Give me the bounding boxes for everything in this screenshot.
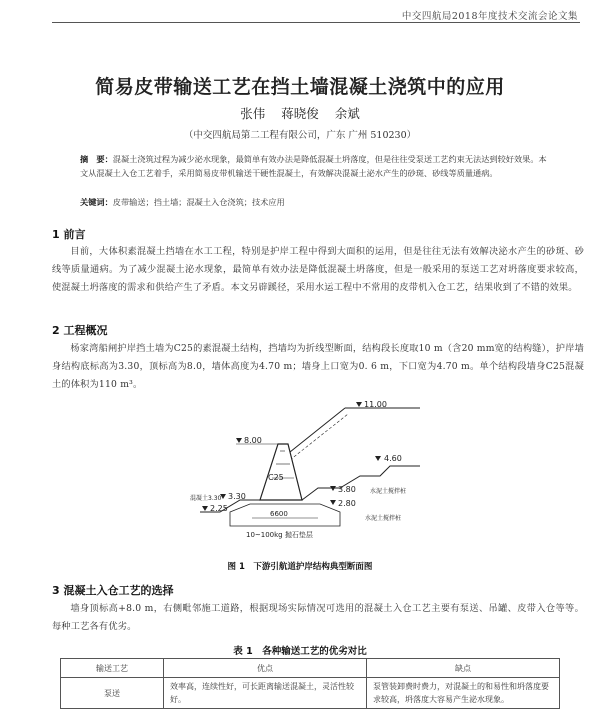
section-2-text: 杨家湾船闸护岸挡土墙为C25的素混凝土结构，挡墙均为折线型断面，结构段长度取10 m（含20 mm宽的结构缝），护岸墙身结构底标高为3.30，顶标高为8.0，墙体高度为4.70 m；墙身上口宽为0. 6 m，下口宽为4.70 m。单个结构段墙身C25混凝土的体积为110 m³。 xyxy=(52,343,584,390)
author-2: 蒋晓俊 xyxy=(281,106,319,121)
el-460-marker xyxy=(375,456,381,461)
section-3-heading: 3 混凝土入仓工艺的选择 xyxy=(52,584,174,597)
section-2-heading: 2 工程概况 xyxy=(52,324,108,337)
comparison-table xyxy=(60,658,560,709)
width-label: 6600 xyxy=(270,510,288,518)
cell-method: 泵送 xyxy=(61,678,164,709)
el-1100-marker xyxy=(356,402,362,407)
right-note-2: 水泥土搅拌桩 xyxy=(365,515,402,522)
el-380-label: 3.80 xyxy=(338,485,356,494)
upper-slope-protection xyxy=(290,414,348,460)
header-rule xyxy=(52,22,580,23)
keywords-label: 关键词： xyxy=(80,197,113,207)
upper-slope xyxy=(285,408,345,456)
el-225-marker xyxy=(202,506,208,511)
cell-pros: 效率高，连续性好，可长距离输送混凝土，灵活性较好。 xyxy=(164,678,367,709)
header-method: 输送工艺 xyxy=(61,659,164,678)
c25-label: C25 xyxy=(268,473,284,482)
authors xyxy=(0,104,600,122)
section-1-text: 目前，大体积素混凝土挡墙在水工工程，特别是护岸工程中得到大面积的运用，但是往往无法有效解决泌水产生的砂斑、砂线等质量通病。为了减少混凝土泌水现象，最简单有效办法是降低混凝土坍落度，但是一般采用的泵送工艺对坍落度要求较高，使混凝土坍落度的需求和供给产生了矛盾。本文另辟蹊径，采用水运工程中不常用的皮带机入仓工艺，结果收到了不错的效果。 xyxy=(52,246,584,293)
table-caption: 表 1 各种输送工艺的优劣对比 xyxy=(233,646,367,657)
author-1: 张伟 xyxy=(240,106,266,121)
el-330-label: 3.30 xyxy=(228,492,246,501)
el-800-marker xyxy=(236,438,242,443)
el-1100-label: 11.00 xyxy=(364,400,387,409)
el-225-label: 2.25 xyxy=(210,504,228,513)
section-3-text: 墙身顶标高+8.0 m，右侧毗邻施工道路，根据现场实际情况可选用的混凝土入仓工艺主要有泵送、吊罐、皮带入仓等等。每种工艺各有优劣。 xyxy=(52,603,584,632)
author-3: 余斌 xyxy=(334,106,360,121)
section-1-body xyxy=(52,243,584,297)
cross-section-figure xyxy=(190,396,430,556)
header-pros: 优点 xyxy=(164,659,367,678)
right-note: 水泥土搅拌桩 xyxy=(370,488,407,495)
abstract-label: 摘 要： xyxy=(80,154,113,164)
figure-caption: 图 1 下游引航道护岸结构典型断面图 xyxy=(227,562,373,572)
abstract-text: 混凝土浇筑过程为减少泌水现象，最简单有效办法是降低混凝土坍落度，但是往往受泵送工艺约束无法达到较好效果。本文从混凝土入仓工艺着手，采用简易皮带机输送干硬性混凝土，有效解决混凝土泌水产生的砂斑、砂线等质量通病。 xyxy=(80,154,547,178)
paper-title: 简易皮带输送工艺在挡土墙混凝土浇筑中的应用 xyxy=(95,76,505,98)
section-3-body xyxy=(52,600,584,636)
bottom-note: 混凝土3.30 xyxy=(190,495,222,502)
stone-label: 10~100kg 抛石垫层 xyxy=(246,531,313,539)
keywords-text: 皮带输送；挡土墙；混凝土入仓浇筑；技术应用 xyxy=(112,197,285,207)
el-460-label: 4.60 xyxy=(384,454,402,463)
el-280-marker xyxy=(330,500,336,505)
header-cons: 缺点 xyxy=(367,659,560,678)
section-2-body xyxy=(52,340,584,394)
cell-cons: 泵管装卸费时费力，对混凝土的和易性和坍落度要求较高，坍落度大容易产生泌水现象。 xyxy=(367,678,560,709)
table-row xyxy=(61,678,560,709)
table-header-row xyxy=(61,659,560,678)
running-header: 中交四航局2018年度技术交流会论文集 xyxy=(401,11,578,22)
el-280-label: 2.80 xyxy=(338,499,356,508)
keywords xyxy=(80,197,548,208)
el-800-label: 8.00 xyxy=(244,436,262,445)
abstract xyxy=(80,152,548,180)
retaining-wall xyxy=(260,444,302,500)
affiliation: （中交四航局第二工程有限公司，广东 广州 510230） xyxy=(183,130,417,141)
section-1-heading: 1 前言 xyxy=(52,228,86,241)
